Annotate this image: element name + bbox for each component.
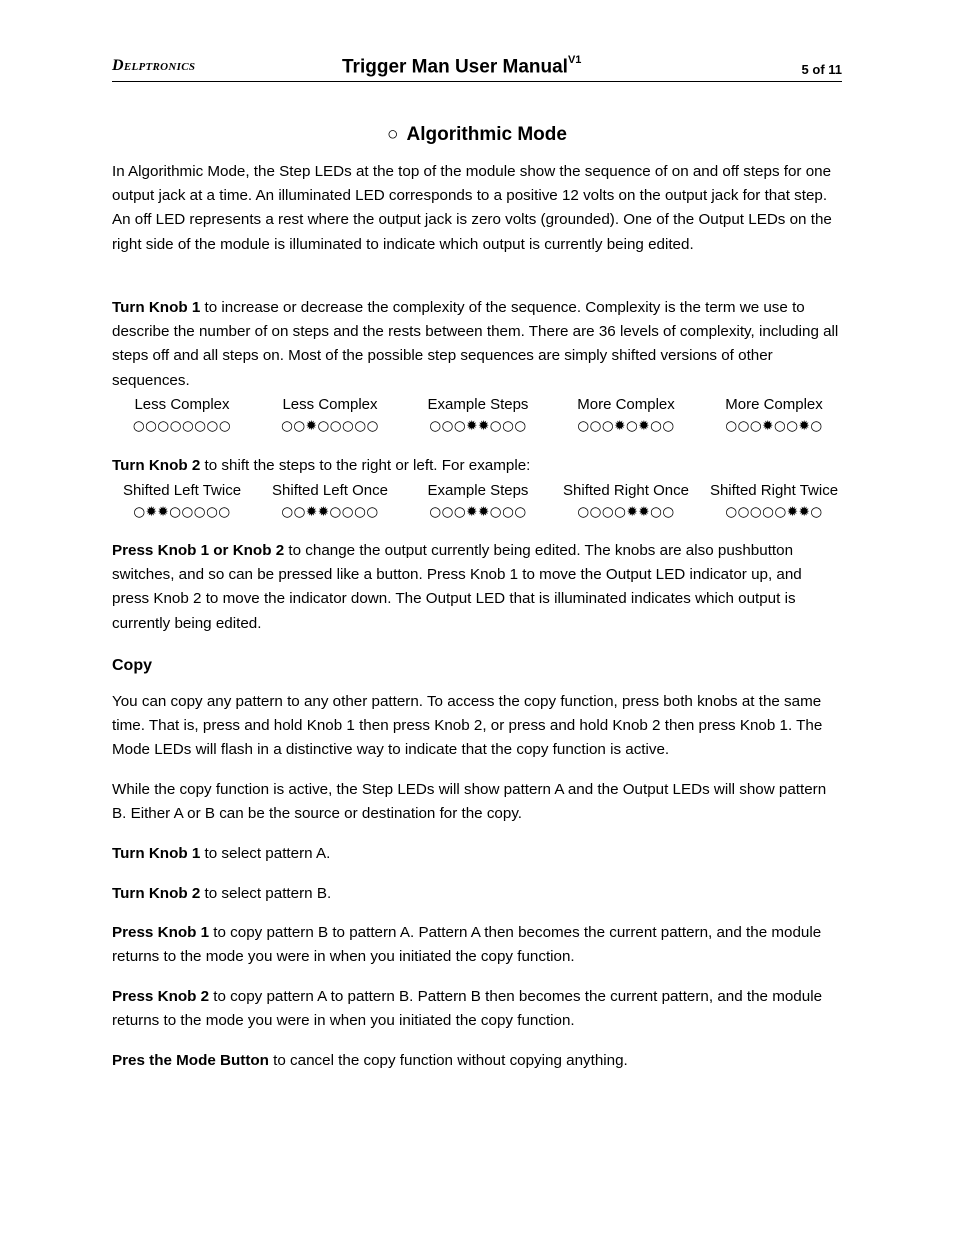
version-superscript: V1	[567, 54, 582, 66]
document-title	[342, 56, 581, 78]
shift-col	[256, 480, 404, 522]
copy-mode-label: Pres the Mode Button	[112, 1052, 269, 1069]
led-pattern: ○○○✹✹○○○	[429, 504, 527, 520]
knob2-text: to shift the steps to the right or left. For example:	[200, 457, 531, 474]
copy-knob1-paragraph	[112, 842, 842, 866]
shift-col	[552, 480, 700, 522]
section-title	[112, 124, 842, 146]
col-label: More Complex	[577, 396, 675, 413]
copy-knob2-label: Turn Knob 2	[112, 885, 201, 902]
copy-press2-text: to copy pattern A to pattern B. Pattern B then becomes the current pattern, and the module returns to the mode you were in when you initiated the copy function.	[112, 988, 823, 1030]
knob1-paragraph	[112, 296, 842, 393]
copy-knob1-label: Turn Knob 1	[112, 845, 201, 862]
led-pattern: ○○○✹○✹○○	[577, 418, 675, 434]
press-paragraph	[112, 539, 842, 636]
col-label: Less Complex	[134, 396, 230, 413]
copy-knob2-paragraph	[112, 882, 842, 906]
brand-logo: Delptronics	[112, 57, 196, 74]
led-pattern: ○○○○○✹✹○	[725, 504, 823, 520]
press-text: to change the output currently being edited. The knobs are also pushbutton switches, and so can be pressed like a button. Press Knob 1 to move the Output LED indicator up, and press Knob 2 to move the indicator down. The Output LED that is illuminated indicates which output is currently being edited.	[112, 542, 802, 632]
shift-table	[108, 480, 848, 522]
knob1-label: Turn Knob 1	[112, 299, 201, 316]
led-pattern: ○○✹○○○○○	[281, 418, 379, 434]
shift-col	[404, 480, 552, 522]
press-label: Press Knob 1 or Knob 2	[112, 542, 285, 559]
knob1-text: to increase or decrease the complexity of the sequence. Complexity is the term we use to describe the number of on steps and the rests between them. There are 36 levels of complexity, including all steps off and all steps on. Most of the possible step sequences are simply shifted versions of other sequences.	[112, 299, 839, 389]
led-pattern: ○○✹✹○○○○	[281, 504, 379, 520]
col-label: Shifted Left Twice	[122, 482, 242, 499]
col-label: Shifted Right Twice	[709, 482, 839, 499]
led-pattern: ○✹✹○○○○○	[133, 504, 231, 520]
copy-paragraph-1: You can copy any pattern to any other pattern. To access the copy function, press both knobs at the same time. That is, press and hold Knob 1 then press Knob 2, or press and hold Knob 2 then press Knob 1. The Mode LEDs will flash in a distinctive way to indicate that the copy function is active.	[112, 693, 823, 759]
col-label: Example Steps	[427, 396, 529, 413]
intro-paragraph: In Algorithmic Mode, the Step LEDs at the top of the module show the sequence of on and off steps for one output jack at a time. An illuminated LED corresponds to a positive 12 volts on the output jack for that step. An off LED represents a rest where the output jack is zero volts (grounded). One of the Output LEDs on the right side of the module is illuminated to indicate which output is currently being edited.	[112, 163, 832, 253]
col-label: Less Complex	[282, 396, 378, 413]
complexity-col	[108, 394, 256, 436]
complexity-col	[404, 394, 552, 436]
led-pattern: ○○○✹✹○○○	[429, 418, 527, 434]
copy-heading: Copy	[112, 657, 152, 674]
complexity-col	[256, 394, 404, 436]
copy-mode-text: to cancel the copy function without copying anything.	[268, 1052, 628, 1069]
copy-press1-label: Press Knob 1	[112, 924, 210, 941]
shift-col	[108, 480, 256, 522]
copy-knob1-text: to select pattern A.	[200, 845, 331, 862]
col-label: Shifted Left Once	[272, 482, 388, 499]
copy-press2-label: Press Knob 2	[112, 988, 210, 1005]
knob2-label: Turn Knob 2	[112, 457, 201, 474]
shift-col	[700, 480, 848, 522]
page-header	[112, 55, 842, 82]
led-pattern: ○○○○○○○○	[132, 418, 232, 434]
copy-press1-paragraph	[112, 921, 842, 969]
led-pattern: ○○○○✹✹○○	[577, 504, 675, 520]
circle-bullet-icon: ○	[387, 124, 399, 145]
copy-mode-paragraph	[112, 1049, 842, 1073]
copy-press2-paragraph	[112, 985, 842, 1033]
complexity-col	[700, 394, 848, 436]
col-label: Example Steps	[427, 482, 529, 499]
complexity-col	[552, 394, 700, 436]
document-title-text: Trigger Man User Manual	[342, 56, 568, 78]
copy-knob2-text: to select pattern B.	[200, 885, 332, 902]
complexity-table	[108, 394, 848, 436]
page-number: 5 of 11	[801, 62, 842, 77]
section-title-text: Algorithmic Mode	[406, 124, 567, 145]
copy-paragraph-2: While the copy function is active, the Step LEDs will show pattern A and the Output LEDs will show pattern B. Either A or B can be the source or destination for the copy.	[112, 781, 827, 823]
led-pattern: ○○○✹○○✹○	[725, 418, 823, 434]
col-label: More Complex	[725, 396, 823, 413]
col-label: Shifted Right Once	[563, 482, 689, 499]
copy-press1-text: to copy pattern B to pattern A. Pattern A then becomes the current pattern, and the module returns to the mode you were in when you initiated the copy function.	[112, 924, 822, 966]
knob2-paragraph	[112, 454, 842, 478]
